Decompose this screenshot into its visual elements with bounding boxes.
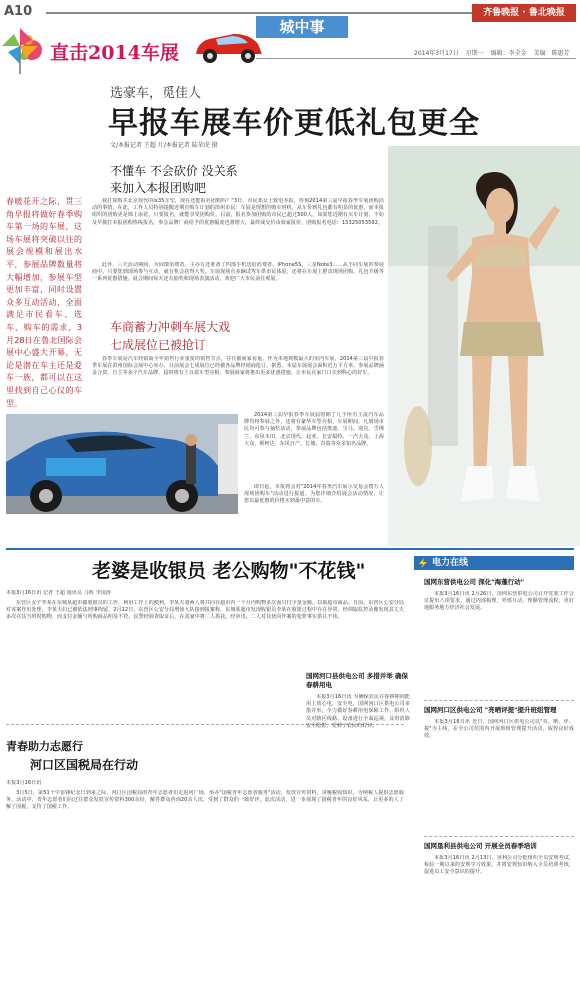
- deck-line: 车商蓄力冲刺车展大戏: [110, 320, 231, 334]
- sidebar-item-body: 本报3月16日讯 2月13日，垦利公司分批组织全员安规考试，检验一期以来的安规学习效果，并将安规知识纳入全员培训考核，促进员工安全意识的提升。: [424, 855, 574, 876]
- sidebar-item-body: 本报3月16日讯 近日，国网河口区供电公司以"亮、晒、评、提"为主线，在全公司范围内开展班组管理提升活动，取得良好成效。: [424, 719, 574, 740]
- header-underline: [256, 58, 576, 59]
- lead-body-3: 春季车展是汽车经销商全年销售行业重要的销售节点，往往被商家看重。作为本地规模最大的室内车展，2014第三届早报春季车展在滨州国际会展中心举办，目前展会七成展位已经被各品牌经销商抢订。据悉，本届车展展会面积近万平方米，参展品牌涵盖合资、自主等多个汽车品牌，届时将有上百款车型亮相，参展商家将推出更多优惠措施，让市民在家门口买到称心的好车。: [92, 356, 384, 377]
- sidebar-item: [306, 672, 410, 890]
- sidebar-divider: [424, 700, 574, 701]
- article3-headline: 河口区国税局在行动: [30, 758, 139, 772]
- article2-headline: 老婆是收银员 老公购物"不花钱": [92, 560, 366, 582]
- editor-credit: 编辑：李全金: [490, 50, 527, 57]
- article3-kicker: 青春助力志愿行: [6, 740, 83, 753]
- page-header: [0, 0, 580, 92]
- designer-credit: 美编：陈惠芳: [533, 50, 570, 57]
- page-number: A10: [4, 4, 33, 19]
- lead-body-5: 即日起，本报将会对"2014年春季汽车展示交易会暨万人现场团购车"活动进行报道，为您详细介绍展会活动情况，让您以最优惠的价格买到最中意的车。: [244, 484, 384, 505]
- lead-headline: 早报车展车价更低礼包更全: [108, 106, 480, 141]
- article3-body: 3月5日，第51个学雷锋纪念日到来之际，河口区国税局的青年志愿者们走进河广场，举办"国税青年志愿者服务"活动，发放宣传资料，讲解税收知识，为纳税人提供志愿服务。活动中，青年志愿者们向过往群众发放宣传资料300余份，解答群众咨询20余人次，受到了群众的一致好评。此次活动，进一步展现了国税青年的良好风采，让更多的人了解了国税，支持了国税工作。: [6, 790, 404, 811]
- lead-intro-column: 春暖花开之际，贯三角早报将做好春季购车第一场的车展，这场车展将突破以往的展会规模和展出水平，参展品牌数量将大幅增加，参展车型更加丰富，同时设置众多互动活动，全面满足市民看车、选车、购车的需求，3月28日在鲁北国际会展中心盛大开幕，无论是潜在车主还是爱车一族，都可以在这里找到自己心仪的车型。: [6, 197, 82, 408]
- newspaper-logo: 齐鲁晚报 · 鲁北晚报: [472, 4, 576, 22]
- deck-line: 不懂车 不会砍价 没关系: [110, 164, 238, 178]
- sidebar-item: [424, 578, 574, 667]
- lightning-icon: [418, 558, 428, 568]
- sidebar-item-title: 国网河口区供电公司 "亮晒评提"提升班组管理: [424, 706, 557, 714]
- lead-body-2: 此外，三天活动期间，为回馈消费者，主办方还准备了四部手机送给消费者，iPhone5S、三星Note3……从不同车展的参展商中，只要您到现场参与互动，就有机会获得大奖。车展现场有多辆试驾车供市民体验，还将在车展上推出现场团购、礼包升级等一系列优惠措施。展会期间每天还有抽奖和现场表演活动，欢迎广大市民前往观展。: [92, 262, 384, 283]
- section-separator: [6, 548, 574, 550]
- sidebar-item: [424, 706, 574, 813]
- deck-line: 来加入本报团购吧: [110, 181, 207, 195]
- sidebar-item-title: 国网河口县供电公司 多措并举 确保春耕用电: [306, 672, 409, 689]
- issue-date: 2014年3月17日: [414, 50, 459, 57]
- lead-deck-1: [110, 162, 238, 196]
- section-tab: 城中事: [256, 16, 348, 38]
- lead-deck-2: [110, 318, 230, 354]
- sidebar-item-body: 本报3月16日讯 为确保农民在春耕期间能用上放心电，安全电，国网河口区供电公司多措并举，全力做好春耕用电保障工作，组织人员对辖区线路、设备进行全面巡视，及时消除安全隐患，受到了农民的好评。: [306, 694, 410, 729]
- article2-byline: 本报3月16日讯 记者 王超 通讯员 马辉 李国涛: [6, 590, 111, 596]
- sidebar-item: [424, 842, 574, 965]
- pinwheel-icon: [0, 26, 40, 74]
- banner-title: 直击2014车展: [50, 42, 179, 64]
- lead-body-4: 2014第三届早报春季车展届时除了几乎所有主流汽车品牌均将参展之外，还将有豪华车型亮相，车展期间，凡到场市民均可参与抽奖活动，参展品牌包括奥迪、宝马、别克、雪佛兰、东风本田、北京现代、起亚、长安福特、一汽大众、上海大众、斯柯达、东风日产、长城、奇瑞等众多知名品牌。: [244, 412, 384, 447]
- sidebar-tab-label: 电力在线: [432, 558, 469, 568]
- issue-weekday: 星期一: [465, 50, 484, 57]
- cartoon-car-icon: [192, 26, 266, 66]
- car-show-photo: [6, 414, 238, 514]
- lead-subhead: 选豪车，觅佳人: [110, 86, 202, 101]
- header-rule: [46, 12, 478, 14]
- sidebar-divider: [424, 836, 574, 837]
- article3-byline: 本报3月16日讯: [6, 780, 42, 786]
- lead-byline: 文/本报记者 王超 片/本报记者 陆荣虎 摄: [110, 142, 218, 149]
- article2-body: 东营区女子李某在东城某超市做收银员的工作，利用工作上的便利，李某夫妻两人将共同在超市内一个月内购物多次而只付少量金额，窃取超市商品。日前，东营区公安分局对该案作出处理，李某夫妇已被依法刑事拘留。2月12日，东营区公安分局刑侦大队接到报案称，东城某超市发现收银员李某在收银过程中存在异常，经调取监控录像发现其丈夫多次在其当班时购物，而支付金额与所购商品明显不符。民警经调查取证后，在其家中将二人抓获。经审讯，二人对其伙同作案的犯罪事实供认不讳。: [6, 600, 404, 621]
- lead-body-1: 我打算购买北京现代的ix35车型，现在还能报名团购吗？"3日，市民郑女士致电本报，咨询2014第三届早报春季车展团购活动的事情。在此，工作人员特别提醒近期有购车计划的滨州市民：车展是理想的购车时机，从车价到礼包都有明显的优惠，而本报组织的团购更是锦上添花，只要报名，就能享受团购价。目前，报名参加团购的市民已超过500人，如果您近期有买车计划，不妨及早拨打本报团购热线报名。参会品牌厂商给予的优惠幅度也将增大，最终成交价由商家报价，团购报名电话：13325053592。: [92, 198, 384, 226]
- model-photo: [388, 146, 580, 546]
- sidebar-item-title: 国网东营供电公司 深化"海蓬行动": [424, 578, 525, 586]
- issue-meta: [414, 48, 575, 57]
- sidebar-item-body: 本报3月16日讯 2月26日，国网东营供电公司召开党委工作会议提出八项要求，通过内部梳理，外部互动，理顺管理流程，更好地服务地方经济社会发展。: [424, 591, 574, 612]
- sidebar-item-title: 国网垦利县供电公司 开展全员春季培训: [424, 842, 537, 850]
- deck-line: 七成展位已被抢订: [110, 338, 207, 352]
